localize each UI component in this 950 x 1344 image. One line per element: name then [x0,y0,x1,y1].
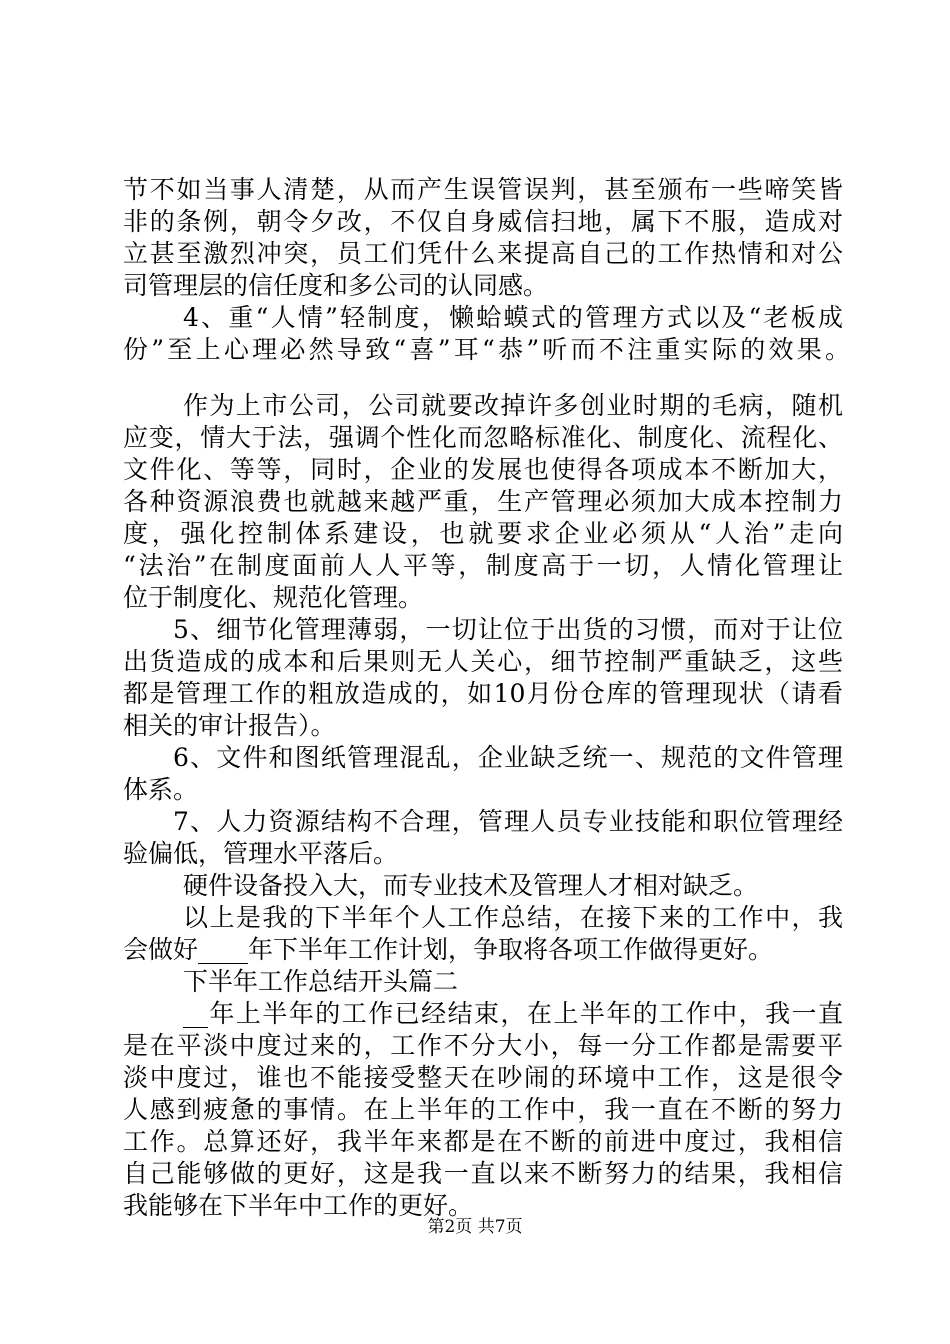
body-line: 验偏低，管理水平落后。 [123,839,399,868]
body-line: 各种资源浪费也就越来越严重，生产管理必须加大成本控制力 [123,487,843,516]
body-line: 应变，情大于法，强调个性化而忽略标准化、制度化、流程化、 [123,423,843,452]
body-line: 位于制度化、规范化管理。 [123,583,424,612]
body-line: 司管理层的信任度和多公司的认同感。 [123,271,549,300]
body-line: 相关的审计报告）。 [123,711,336,740]
body-line: 以上是我的下半年个人工作总结，在接下来的工作中，我 [183,903,843,932]
section-heading: 下半年工作总结开头篇二 [183,967,459,996]
body-line: 6、文件和图纸管理混乱，企业缺乏统一、规范的文件管理 [173,743,843,772]
body-line: 4、重“人情”轻制度，懒蛤蟆式的管理方式以及“老板成 [183,303,843,332]
body-line: 非的条例，朝令夕改，不仅自身威信扫地，属下不服，造成对 [123,207,843,236]
body-line: 工作。总算还好，我半年来都是在不断的前进中度过，我相信 [123,1127,843,1156]
body-line: 作为上市公司，公司就要改掉许多创业时期的毛病，随机 [183,391,843,420]
body-line: 度，强化控制体系建设，也就要求企业必须从“人治”走向 [123,519,843,548]
body-line: __年上半年的工作已经结束，在上半年的工作中，我一直 [183,999,843,1028]
body-line: 5、细节化管理薄弱，一切让位于出货的习惯，而对于让位 [173,615,843,644]
body-line: 7、人力资源结构不合理，管理人员专业技能和职位管理经 [173,807,843,836]
body-line: “法治”在制度面前人人平等，制度高于一切，人情化管理让 [123,551,843,580]
body-line: 淡中度过，谁也不能接受整天在吵闹的环境中工作，这是很令 [123,1063,843,1092]
body-line: 硬件设备投入大，而专业技术及管理人才相对缺乏。 [183,871,759,900]
body-line: 是在平淡中度过来的，工作不分大小，每一分工作都是需要平 [123,1031,843,1060]
body-line: 立甚至激烈冲突，员工们凭什么来提高自己的工作热情和对公 [123,239,843,268]
page-number-footer: 第2页 共7页 [427,1217,523,1237]
body-line: 会做好____年下半年工作计划，争取将各项工作做得更好。 [123,935,774,964]
body-line: 人感到疲惫的事情。在上半年的工作中，我一直在不断的努力 [123,1095,843,1124]
body-line: 份”至上心理必然导致“喜”耳“恭”听而不注重实际的效果。 [123,335,850,364]
body-line: 自己能够做的更好，这是我一直以来不断努力的结果，我相信 [123,1159,843,1188]
body-line: 都是管理工作的粗放造成的，如10月份仓库的管理现状（请看 [123,679,843,708]
body-line: 体系。 [123,775,199,804]
body-line: 我能够在下半年中工作的更好。 [123,1191,474,1220]
body-line: 出货造成的成本和后果则无人关心，细节控制严重缺乏，这些 [123,647,843,676]
body-line: 节不如当事人清楚，从而产生误管误判，甚至颁布一些啼笑皆 [123,175,843,204]
body-line: 文件化、等等，同时，企业的发展也使得各项成本不断加大， [123,455,843,484]
